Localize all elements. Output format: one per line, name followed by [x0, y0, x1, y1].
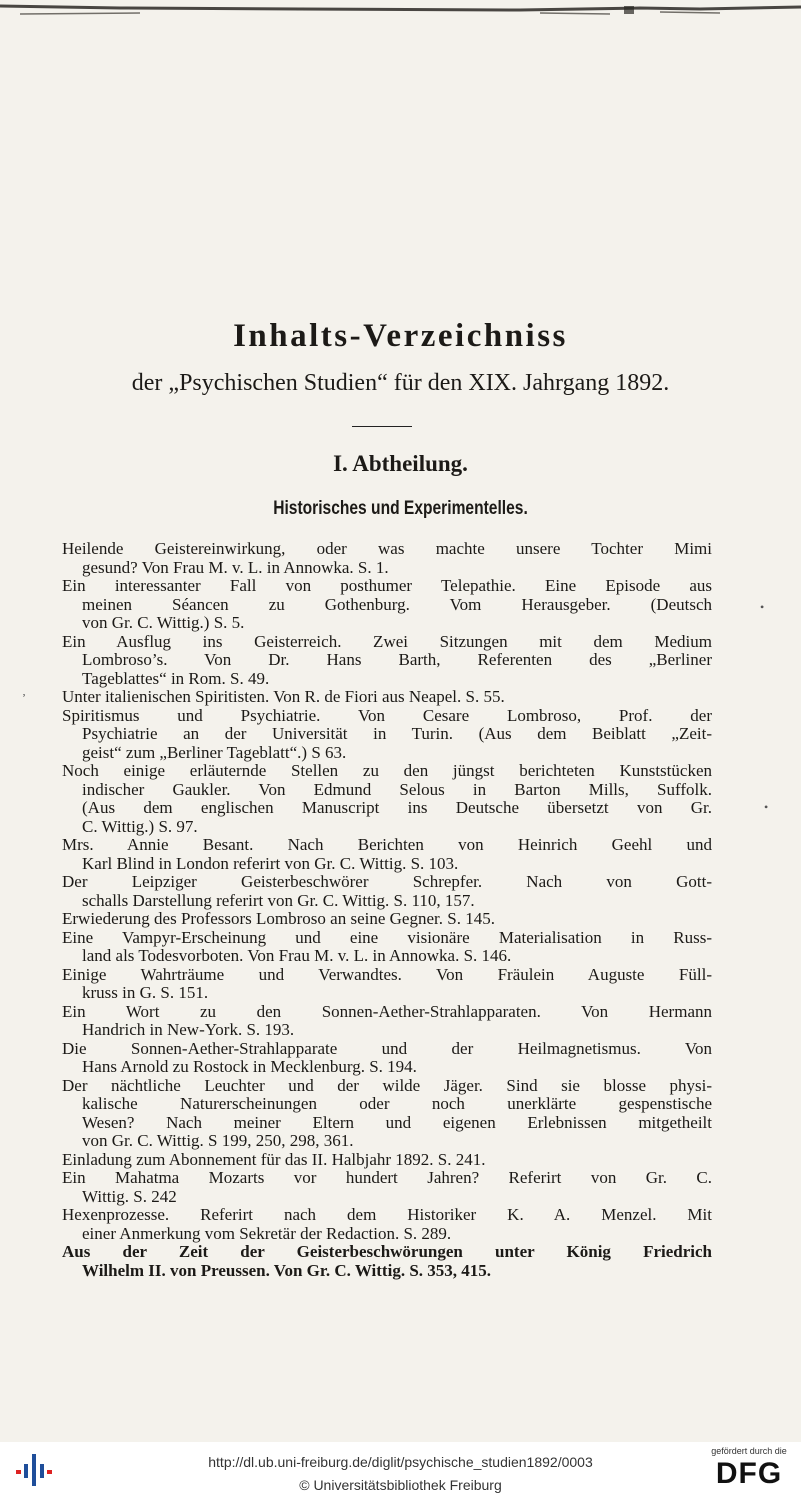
toc-entry	[62, 1077, 712, 1151]
toc-entry-line: Einige Wahrträume und Verwandtes. Von Fräulein Auguste Füll-	[62, 964, 712, 984]
footer-url-link[interactable]: http://dl.ub.uni-freiburg.de/diglit/psychische_studien1892/0003	[208, 1454, 593, 1470]
toc-entry-line: einer Anmerkung vom Sekretär der Redaction. S. 289.	[82, 1223, 452, 1243]
toc-entry-line: Wesen? Nach meiner Eltern und eigenen Erlebnissen mitgetheilt	[82, 1112, 712, 1132]
dfg-logo: DFG	[715, 1457, 783, 1490]
toc-entry-line: schalls Darstellung referirt von Gr. C. Wittig. S. 110, 157.	[82, 890, 475, 910]
dfg-badge	[700, 1446, 798, 1496]
toc-entry-line: Wittig. S. 242	[82, 1186, 177, 1206]
toc-entry-line: indischer Gaukler. Von Edmund Selous in Barton Mills, Suffolk.	[82, 779, 712, 799]
toc-entry-line: gesund? Von Frau M. v. L. in Annowka. S. 1.	[82, 557, 389, 577]
toc-entry-line: Einladung zum Abonnement für das II. Halbjahr 1892. S. 241.	[62, 1149, 486, 1169]
margin-mark: •	[760, 600, 765, 614]
toc-entry	[62, 707, 712, 763]
toc-entry	[62, 688, 712, 707]
toc-entry-line: geist“ zum „Berliner Tageblatt“.) S 63.	[82, 742, 347, 762]
toc-entry-line: Ein Wort zu den Sonnen-Aether-Strahlapparaten. Von Hermann	[62, 1001, 712, 1021]
section-heading: I. Abtheilung.	[333, 451, 468, 476]
toc-entry-line: Ein Mahatma Mozarts vor hundert Jahren? Referirt von Gr. C.	[62, 1168, 712, 1187]
toc-entry	[62, 873, 712, 910]
footer-copyright: © Universitätsbibliothek Freiburg	[299, 1477, 502, 1493]
toc-entry	[62, 540, 712, 577]
subsection-heading: Historisches und Experimentelles.	[273, 498, 528, 519]
toc-entry	[62, 1040, 712, 1077]
toc-entry-line: Wilhelm II. von Preussen. Von Gr. C. Wittig. S. 353, 415.	[82, 1260, 492, 1280]
page-title: Inhalts-Verzeichniss	[233, 318, 568, 354]
toc-entry	[62, 836, 712, 873]
toc-entry-line: meinen Séancen zu Gothenburg. Vom Herausgeber. (Deutsch	[82, 594, 712, 614]
toc-entry-line: C. Wittig.) S. 97.	[82, 816, 198, 836]
toc-entry-line: kruss in G. S. 151.	[82, 983, 209, 1002]
toc-entry-line: Noch einige erläuternde Stellen zu den jüngst berichteten Kunststücken	[62, 761, 712, 780]
margin-mark: ‚	[22, 684, 26, 698]
footer-bar	[0, 1442, 801, 1500]
toc-entry-line: Hans Arnold zu Rostock in Mecklenburg. S. 194.	[82, 1057, 417, 1076]
toc-entry-line: Tageblattes“ in Rom. S. 49.	[82, 668, 270, 688]
toc-entry-line: Der nächtliche Leuchter und der wilde Jäger. Sind sie blosse physi-	[62, 1075, 712, 1095]
toc-entry-line: Ein Ausflug ins Geisterreich. Zwei Sitzungen mit dem Medium	[62, 631, 712, 651]
toc-entry-line: Mrs. Annie Besant. Nach Berichten von Heinrich Geehl und	[62, 835, 712, 854]
toc-entry-line: Lombroso’s. Von Dr. Hans Barth, Referenten des „Berliner	[82, 650, 712, 669]
toc-entry-line: Hexenprozesse. Referirt nach dem Historiker K. A. Menzel. Mit	[62, 1205, 712, 1224]
toc-entry-line: Aus der Zeit der Geisterbeschwörungen unter König Friedrich	[62, 1242, 712, 1261]
toc-entry	[62, 1003, 712, 1040]
toc-entry-line: land als Todesvorboten. Von Frau M. v. L. in Annowka. S. 146.	[82, 946, 512, 965]
toc-entry	[62, 1151, 712, 1170]
toc-entry-line: Die Sonnen-Aether-Strahlapparate und der Heilmagnetismus. Von	[62, 1038, 712, 1058]
toc-entry	[62, 910, 712, 929]
toc-entry-line: kalische Naturerscheinungen oder noch unerklärte gespenstische	[82, 1094, 712, 1113]
toc-entry-line: Ein interessanter Fall von posthumer Telepathie. Eine Episode aus	[62, 576, 712, 595]
toc-entry	[62, 1243, 712, 1280]
toc-entry	[62, 1206, 712, 1243]
toc-entry-line: von Gr. C. Wittig. S 199, 250, 298, 361.	[82, 1131, 354, 1150]
toc-entry-line: Spiritismus und Psychiatrie. Von Cesare Lombroso, Prof. der	[62, 705, 712, 725]
title-divider	[352, 426, 412, 427]
toc-entry-line: Unter italienischen Spiritisten. Von R. de Fiori aus Neapel. S. 55.	[62, 687, 505, 706]
margin-mark: •	[764, 800, 769, 814]
toc-entry-line: Psychiatrie an der Universität in Turin. (Aus dem Beiblatt „Zeit-	[82, 724, 712, 743]
page-subtitle: der „Psychischen Studien“ für den XIX. Jahrgang 1892.	[131, 370, 670, 396]
toc-entry	[62, 966, 712, 1003]
toc-entry-line: Der Leipziger Geisterbeschwörer Schrepfer. Nach von Gott-	[62, 872, 712, 891]
toc-entry-line: Eine Vampyr-Erscheinung und eine visionäre Materialisation in Russ-	[62, 927, 712, 947]
toc-entry-line: Handrich in New-York. S. 193.	[82, 1020, 295, 1039]
toc-entry	[62, 762, 712, 836]
toc-entry-line: Erwiederung des Professors Lombroso an seine Gegner. S. 145.	[62, 909, 495, 928]
toc-entry	[62, 577, 712, 633]
toc-entry	[62, 929, 712, 966]
toc-entry-line: (Aus dem englischen Manuscript ins Deutsche übersetzt von Gr.	[82, 798, 712, 817]
toc-entry-line: von Gr. C. Wittig.) S. 5.	[82, 613, 245, 632]
dfg-tagline: gefördert durch die	[711, 1446, 787, 1456]
toc-entry	[62, 1169, 712, 1206]
toc-entry	[62, 633, 712, 689]
toc-entry-line: Karl Blind in London referirt von Gr. C. Wittig. S. 103.	[82, 853, 459, 873]
scan-edge-artifact	[0, 0, 801, 24]
table-of-contents	[62, 540, 712, 1280]
toc-entry-line: Heilende Geistereinwirkung, oder was machte unsere Tochter Mimi	[62, 539, 712, 558]
